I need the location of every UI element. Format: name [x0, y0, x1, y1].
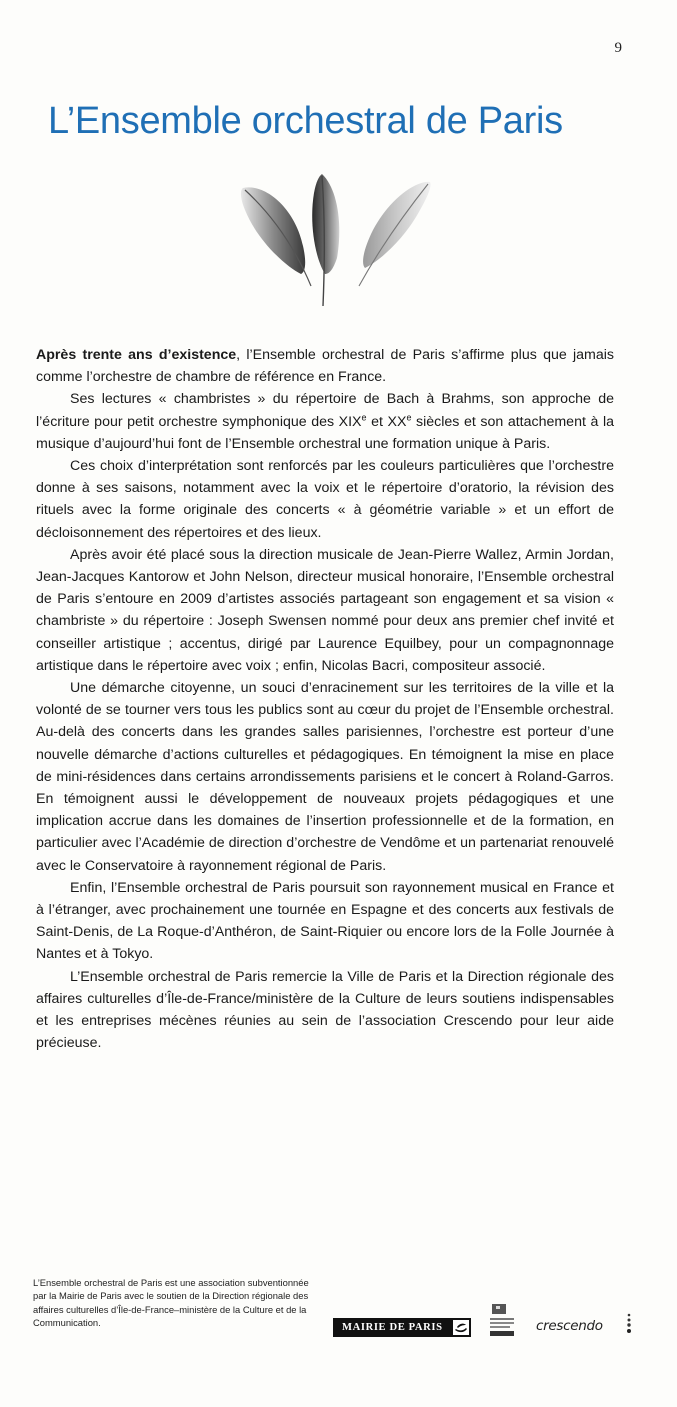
mairie-logo-text: MAIRIE DE PARIS [342, 1322, 443, 1333]
body-text [36, 344, 614, 1055]
mairie-de-paris-logo [333, 1318, 471, 1337]
lead-phrase: Après trente ans d’existence [36, 347, 237, 363]
paragraph: Une démarche citoyenne, un souci d’enracinement sur les territoires de la ville et la volonté de se tourner vers tous les publics sont au cœur du projet de l’Ensemble orchestral. Au-delà des concerts dans les grandes salles parisiennes, l’orchestre est porteur d’une nouvelle démarche d’actions culturelles et pédagogiques. En témoignent la mise en place de mini-résidences dans certains arrondissements parisiens et le concert à Roland-Garros. En témoignent aussi le développement de nouveaux projets pédagogiques et une implication accrue dans les domaines de l’insertion professionnelle et de la formation, en particulier avec l’Académie de direction d’orchestre de Vendôme et un partenariat renouvelé avec le Conservatoire à rayonnement régional de Paris. [36, 680, 614, 874]
crescendo-dots-icon [624, 1312, 634, 1334]
paragraph: Enfin, l’Ensemble orchestral de Paris poursuit son rayonnement musical en France et à l’étranger, avec prochainement une tournée en Espagne et des concerts aux festivals de Saint-Denis, de La Roque-d’Anthéron, de Saint-Riquier ou encore lors de la Folle Journée à Nantes et à Tokyo. [36, 879, 614, 963]
superscript: e [361, 411, 367, 422]
paragraph-text: Ses lectures « chambristes » du répertoire de Bach à Brahms, son approche de l’écriture pour petit orchestre symphonique des XIX [36, 391, 614, 430]
feather-left [241, 187, 305, 274]
paragraph: L’Ensemble orchestral de Paris remercie la Ville de Paris et la Direction régionale des affaires culturelles d’Île-de-France/ministère de la Culture de leurs soutiens indispensables et les entreprises mécènes réunies au sein de l’association Crescendo pour leur aide précieuse. [36, 968, 614, 1052]
ministere-culture-logo [490, 1304, 514, 1338]
paragraph: Après avoir été placé sous la direction musicale de Jean-Pierre Wallez, Armin Jordan, Jean-Jacques Kantorow et John Nelson, directeur musical honoraire, l’Ensemble orchestral de Paris s’entoure en 2009 d’artistes associés partageant son engagement et sa vision « chambriste » du répertoire : Joseph Swensen nommé pour deux ans premier chef invité et conseiller artistique ; accentus, dirigé par Laurence Equilbey, pour un compagnonnage artistique dans le répertoire avec voix ; enfin, Nicolas Bacri, compositeur associé. [36, 546, 614, 674]
paragraph-text: siècles et son attachement à la musique d’aujourd’hui font de l’Ensemble orchestral une formation unique à Paris. [36, 413, 614, 452]
paragraph [36, 388, 614, 455]
crescendo-logo: crescendo [536, 1318, 603, 1334]
paragraph: Ces choix d’interprétation sont renforcés par les couleurs particulières que l’orchestre donne à ses saisons, notamment avec la voix et le répertoire d’oratorio, la révision des rituels avec la forme originale des concerts « à géométrie variable » et un effort de décloisonnement des répertoires et des lieux. [36, 458, 614, 541]
page-number: 9 [614, 40, 622, 56]
paragraph-text: et XX [366, 413, 407, 430]
footer-note: L’Ensemble orchestral de Paris est une association subventionnée par la Mairie de Paris avec le soutien de la Direction régionale des affaires culturelles d’Île-de-France–ministère de la Culture et de la Communication. [33, 1277, 309, 1329]
paragraph-text: , l’Ensemble orchestral de Paris s’affirme plus que jamais comme l’orchestre de chambre de référence en France. [36, 347, 615, 386]
feathers-illustration [225, 168, 455, 310]
superscript: e [406, 411, 412, 422]
feather-middle [312, 174, 339, 274]
paris-ship-icon [453, 1320, 469, 1335]
paragraph [36, 344, 614, 388]
page-title: L’Ensemble orchestral de Paris [48, 100, 563, 142]
